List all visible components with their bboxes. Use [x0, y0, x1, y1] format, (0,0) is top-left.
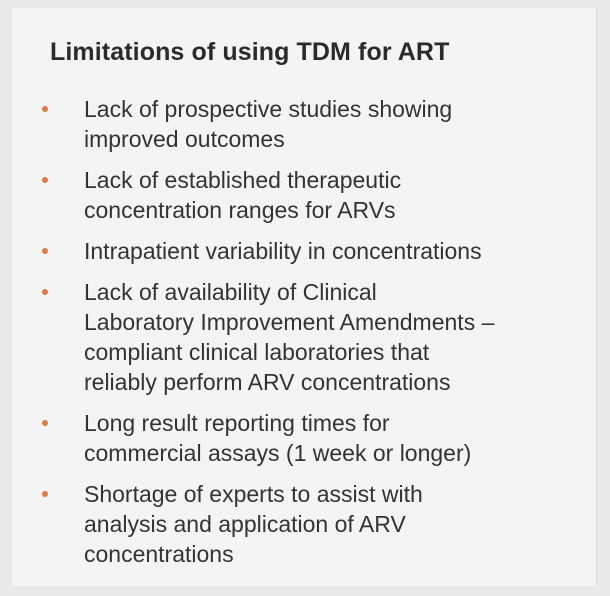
- slide-title: Limitations of using TDM for ART: [50, 38, 450, 66]
- bullet-item: [42, 277, 582, 397]
- bullet-line: Shortage of experts to assist with: [84, 481, 423, 507]
- bullet-line: concentration ranges for ARVs: [84, 197, 396, 223]
- bullet-line: compliant clinical laboratories that: [84, 339, 430, 365]
- bullet-dot-icon: [42, 248, 48, 254]
- bullet-line: Lack of availability of Clinical: [84, 279, 377, 305]
- bullet-item: [42, 165, 582, 225]
- bullet-line: Laboratory Improvement Amendments –: [84, 309, 495, 335]
- bullet-line: improved outcomes: [84, 126, 285, 152]
- bullet-item: [42, 479, 582, 569]
- bullet-line: concentrations: [84, 541, 234, 567]
- bullet-item: [42, 94, 582, 154]
- bullet-line: reliably perform ARV concentrations: [84, 369, 451, 395]
- bullet-line: Long result reporting times for: [84, 410, 390, 436]
- bullet-list: [42, 94, 582, 580]
- bullet-item: [42, 236, 582, 266]
- bullet-line: Lack of prospective studies showing: [84, 96, 453, 122]
- bullet-dot-icon: [42, 289, 48, 295]
- slide-card: [12, 8, 597, 586]
- bullet-item: [42, 408, 582, 468]
- bullet-line: Intrapatient variability in concentrations: [84, 238, 482, 264]
- bullet-dot-icon: [42, 491, 48, 497]
- bullet-dot-icon: [42, 106, 48, 112]
- bullet-line: Lack of established therapeutic: [84, 167, 402, 193]
- bullet-line: commercial assays (1 week or longer): [84, 440, 472, 466]
- bullet-line: analysis and application of ARV: [84, 511, 406, 537]
- bullet-dot-icon: [42, 177, 48, 183]
- bullet-dot-icon: [42, 420, 48, 426]
